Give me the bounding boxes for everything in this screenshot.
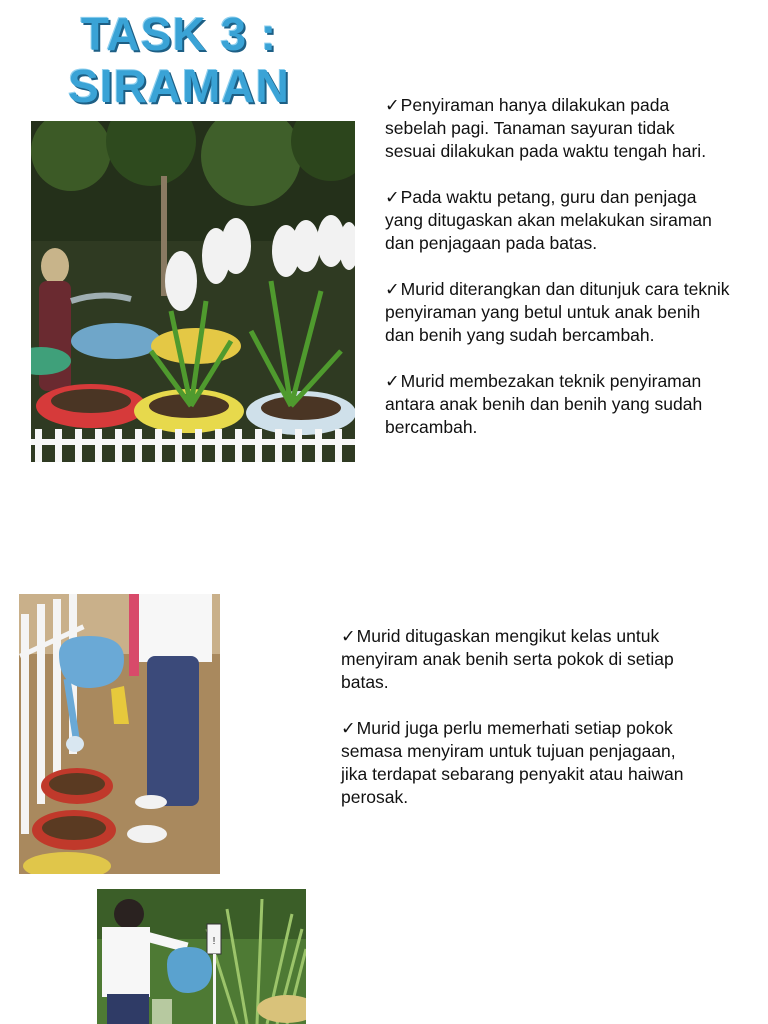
title-line-2: SIRAMAN — [68, 60, 290, 112]
lemongrass-photo — [97, 889, 306, 1024]
check-icon: ✓ — [341, 718, 356, 738]
watering-photo — [19, 594, 220, 874]
check-icon: ✓ — [341, 626, 356, 646]
bullet-point: ✓Murid membezakan teknik penyiraman antara anak benih dan benih yang sudah bercambah. — [385, 371, 703, 437]
check-icon: ✓ — [385, 279, 400, 299]
check-icon: ✓ — [385, 95, 400, 115]
page-title — [60, 8, 298, 112]
bullet-point: ✓Penyiraman hanya dilakukan pada sebelah pagi. Tanaman sayuran tidak sesuai dilakukan pada waktu tengah hari. — [385, 95, 707, 161]
check-icon: ✓ — [385, 371, 400, 391]
bullet-point: ✓Murid juga perlu memerhati setiap pokok semasa menyiram untuk tujuan penjagaan, jika terdapat sebarang penyakit atau haiwan perosak. — [341, 718, 684, 807]
section-2-text — [341, 625, 696, 809]
bullet-point: ✓Pada waktu petang, guru dan penjaga yang ditugaskan akan melakukan siraman dan penjagaan pada batas. — [385, 187, 712, 253]
bullet-point: ✓Murid ditugaskan mengikut kelas untuk menyiram anak benih serta pokok di setiap batas. — [341, 626, 674, 692]
bullet-point: ✓Murid diterangkan dan ditunjuk cara teknik penyiraman yang betul untuk anak benih dan benih yang sudah bercambah. — [385, 279, 730, 345]
check-icon: ✓ — [385, 187, 400, 207]
sign-text: ! — [212, 936, 216, 947]
section-1-text — [385, 94, 730, 439]
garden-photo — [31, 121, 355, 462]
title-line-1: TASK 3 : — [80, 8, 278, 60]
